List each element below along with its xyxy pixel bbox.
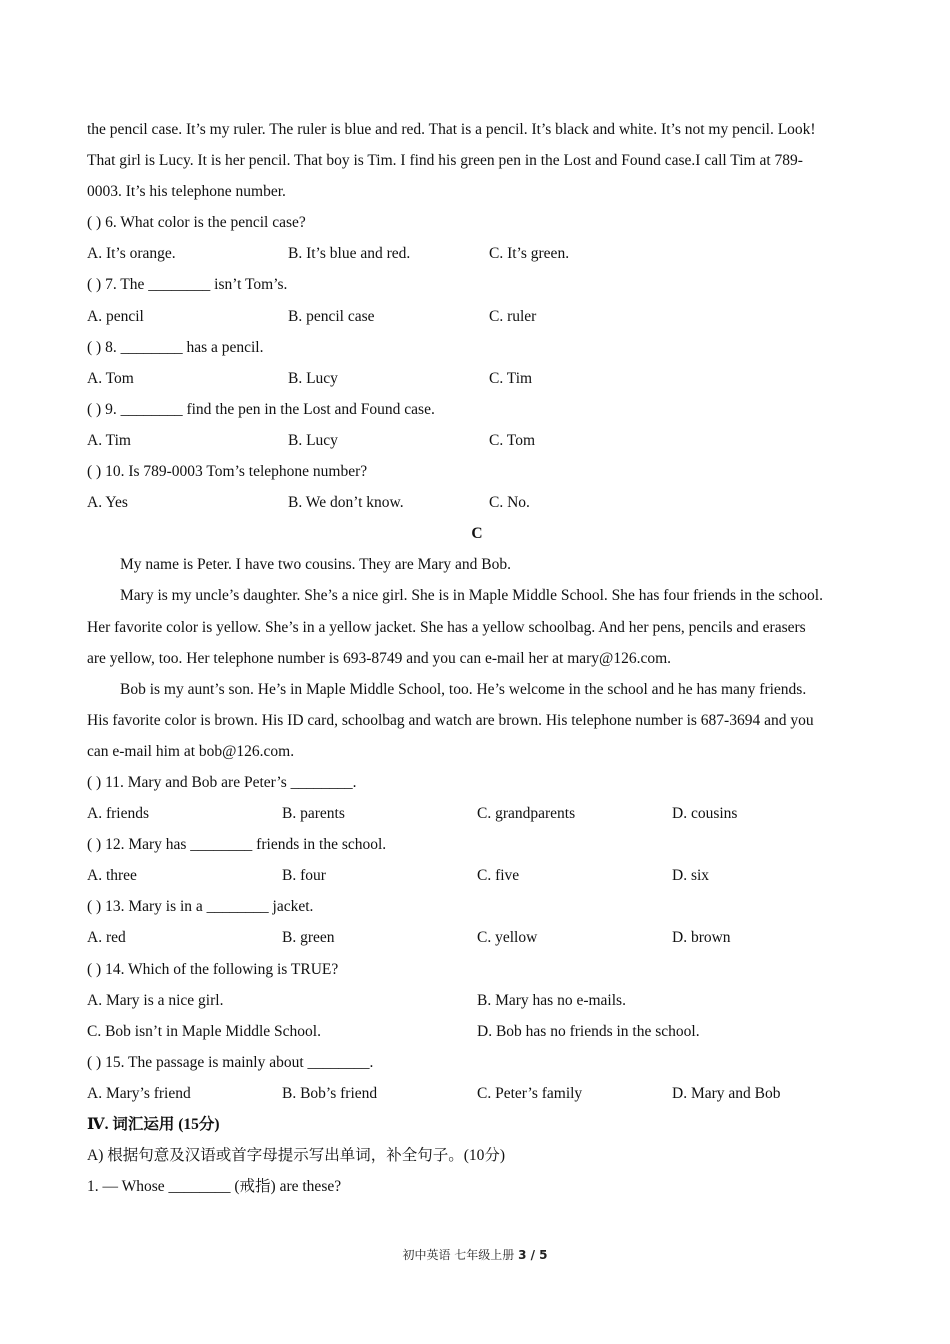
option-c: C. It’s green.: [489, 245, 570, 263]
page-footer: [0, 1246, 950, 1263]
option-b: B. Bob’s friend: [282, 1084, 378, 1102]
option-d: D. brown: [672, 929, 731, 947]
section-c-heading: C: [471, 525, 483, 543]
passage-b-line: the pencil case. It’s my ruler. The ruler is blue and red. That is a pencil. It’s black and white. It’s not my pencil. Look!: [87, 121, 816, 138]
section-iv-question-1: 1. — Whose ________ (戒指) are these?: [87, 1178, 342, 1196]
option-d: D. Bob has no friends in the school.: [477, 1022, 700, 1040]
option-c: C. Peter’s family: [477, 1084, 583, 1102]
section-c-para-3-line: His favorite color is brown. His ID card, schoolbag and watch are brown. His telephone number is 687-3694 and you: [87, 711, 814, 729]
option-b: B. parents: [282, 805, 345, 823]
question-7-options: [87, 301, 867, 332]
option-b: B. pencil case: [288, 307, 375, 325]
question-9-options: [87, 425, 867, 456]
question-12-stem: ( ) 12. Mary has ________ friends in the school.: [87, 836, 387, 854]
option-b: B. Mary has no e-mails.: [477, 991, 626, 1009]
option-a: A. pencil: [87, 307, 144, 325]
option-c: C. yellow: [477, 929, 538, 947]
question-14-stem: ( ) 14. Which of the following is TRUE?: [87, 960, 339, 978]
question-8-options: [87, 363, 867, 394]
option-a: A. Mary’s friend: [87, 1084, 191, 1102]
question-13-stem: ( ) 13. Mary is in a ________ jacket.: [87, 898, 314, 916]
section-c-para-2-line: Her favorite color is yellow. She’s in a yellow jacket. She has a yellow schoolbag. And her pens, pencils and erasers: [87, 618, 806, 636]
question-11-stem: ( ) 11. Mary and Bob are Peter’s ________.: [87, 773, 357, 791]
option-c: C. No.: [489, 494, 530, 512]
question-11-options: [87, 798, 867, 829]
question-6-options: [87, 238, 867, 269]
option-a: A. Tim: [87, 431, 131, 449]
option-d: D. Mary and Bob: [672, 1084, 781, 1102]
option-c: C. ruler: [489, 307, 537, 325]
section-c-para-3-line: Bob is my aunt’s son. He’s in Maple Middle School, too. He’s welcome in the school and he has many friends.: [120, 680, 807, 698]
question-15-stem: ( ) 15. The passage is mainly about ________.: [87, 1053, 374, 1071]
footer-text: 初中英语 七年级上册: [402, 1248, 519, 1262]
question-10-stem: ( ) 10. Is 789-0003 Tom’s telephone number?: [87, 463, 368, 481]
option-b: B. It’s blue and red.: [288, 245, 411, 263]
section-iv-sub-a: A) 根据句意及汉语或首字母提示写出单词，补全句子。(10分): [87, 1147, 506, 1165]
option-a: A. Tom: [87, 369, 134, 387]
option-c: C. five: [477, 867, 520, 885]
passage-b-line: 0003. It’s his telephone number.: [87, 183, 286, 201]
option-a: A. three: [87, 867, 137, 885]
option-d: D. cousins: [672, 805, 738, 823]
section-c-para-2-line: are yellow, too. Her telephone number is 693-8749 and you can e-mail her at mary@126.com.: [87, 649, 672, 667]
option-b: B. green: [282, 929, 335, 947]
page-number: 3 / 5: [518, 1248, 548, 1262]
option-b: B. We don’t know.: [288, 494, 404, 512]
question-7-stem: ( ) 7. The ________ isn’t Tom’s.: [87, 276, 288, 294]
option-b: B. four: [282, 867, 326, 885]
option-a: A. Mary is a nice girl.: [87, 991, 224, 1009]
option-c: C. Bob isn’t in Maple Middle School.: [87, 1022, 321, 1040]
option-c: C. Tom: [489, 431, 536, 449]
question-9-stem: ( ) 9. ________ find the pen in the Lost and Found case.: [87, 400, 435, 418]
question-13-options: [87, 922, 867, 953]
question-14-options-row-1: [87, 985, 867, 1016]
option-a: A. friends: [87, 805, 149, 823]
option-b: B. Lucy: [288, 369, 338, 387]
section-c-para-3-line: can e-mail him at bob@126.com.: [87, 742, 295, 760]
section-c-para-2-line: Mary is my uncle’s daughter. She’s a nice girl. She is in Maple Middle School. She has four friends in the school.: [120, 587, 823, 605]
option-a: A. It’s orange.: [87, 245, 176, 263]
question-6-stem: ( ) 6. What color is the pencil case?: [87, 214, 306, 232]
option-c: C. Tim: [489, 369, 533, 387]
section-c-para-1: My name is Peter. I have two cousins. They are Mary and Bob.: [120, 556, 512, 574]
option-a: A. red: [87, 929, 126, 947]
option-d: D. six: [672, 867, 710, 885]
question-14-options-row-2: [87, 1016, 867, 1047]
option-a: A. Yes: [87, 494, 128, 512]
option-c: C. grandparents: [477, 805, 576, 823]
page-content: [87, 114, 867, 1202]
option-b: B. Lucy: [288, 431, 338, 449]
question-12-options: [87, 860, 867, 891]
passage-b-line: That girl is Lucy. It is her pencil. That boy is Tim. I find his green pen in the Lost and Found case.I call Tim at 789-: [87, 152, 803, 170]
question-15-options: [87, 1078, 867, 1109]
question-8-stem: ( ) 8. ________ has a pencil.: [87, 338, 264, 356]
section-iv-heading: Ⅳ. 词汇运用 (15分): [87, 1116, 220, 1133]
question-10-options: [87, 487, 867, 518]
